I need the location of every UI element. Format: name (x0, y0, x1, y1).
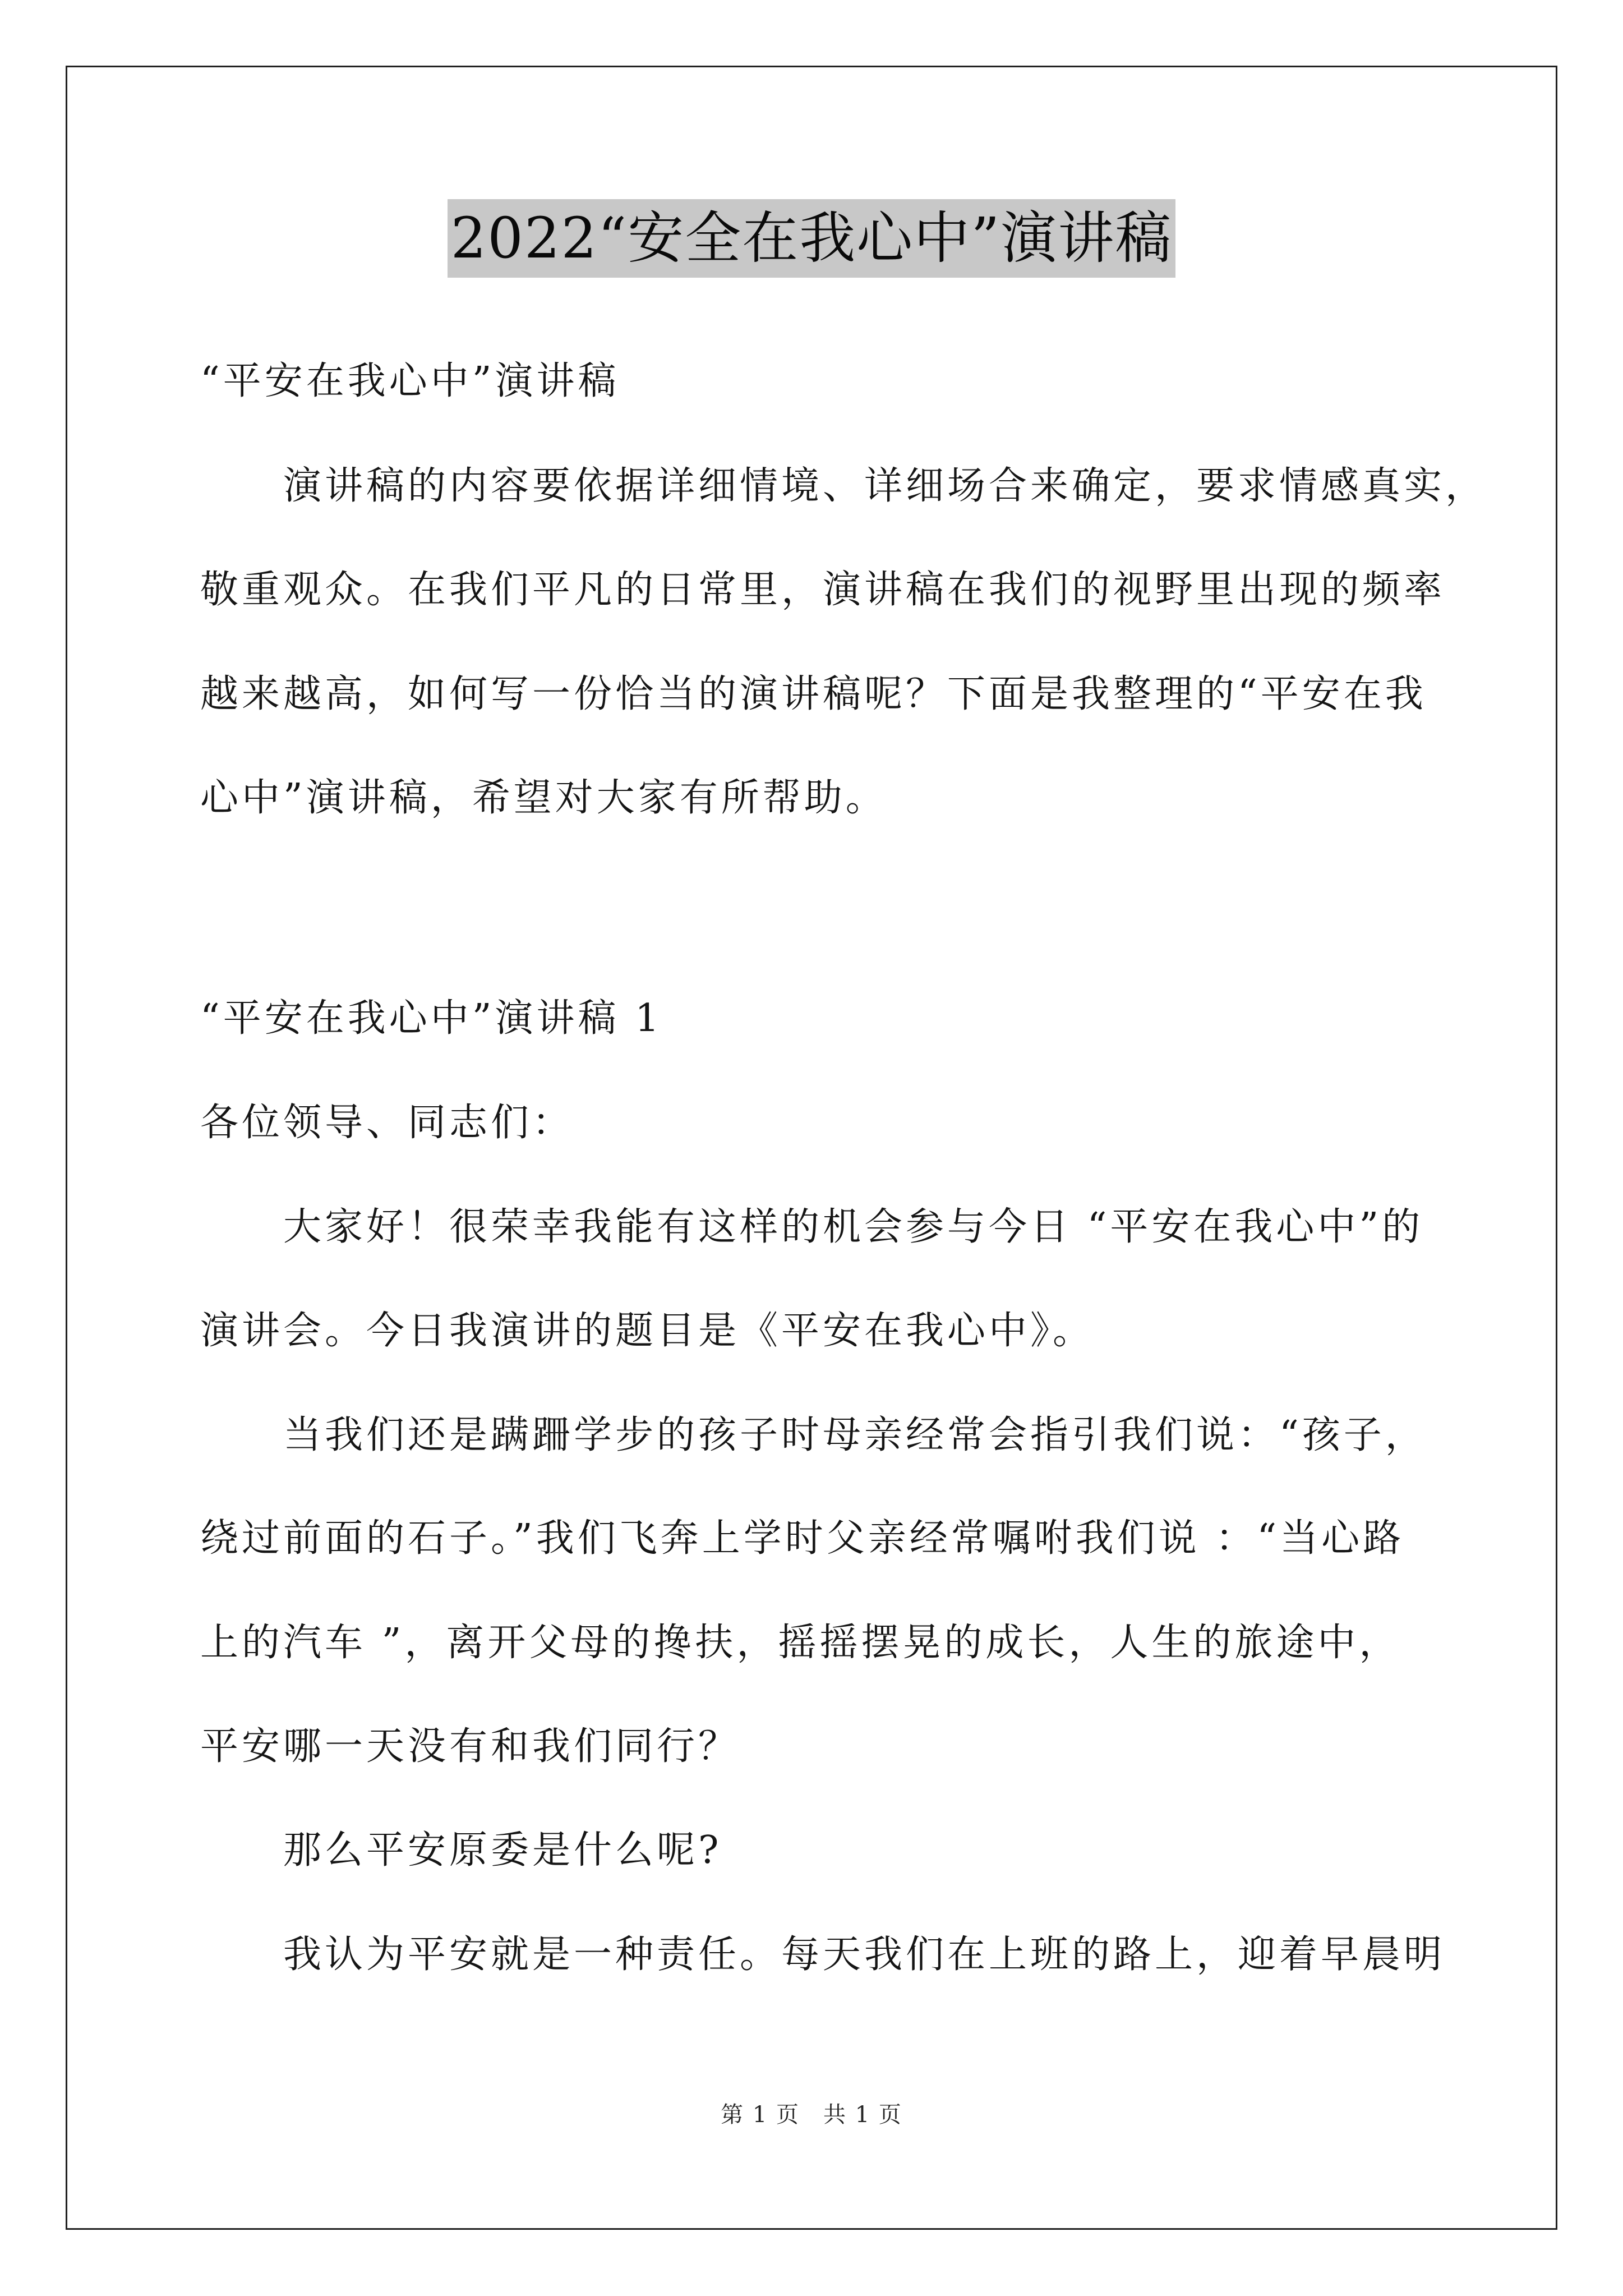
paragraph-line: 心中”演讲稿，希望对大家有所帮助。 (200, 776, 887, 820)
title-container (0, 199, 1623, 278)
paragraph-line: 平安哪一天没有和我们同行？ (200, 1724, 740, 1769)
paragraph-line: 当我们还是蹒跚学步的孩子时母亲经常会指引我们说：“孩子， (283, 1413, 1427, 1457)
paragraph-line: 大家好！很荣幸我能有这样的机会参与今日 “平安在我心中”的 (283, 1205, 1424, 1249)
paragraph-line: 演讲稿的内容要依据详细情境、详细场合来确定，要求情感真实， (283, 464, 1487, 508)
subtitle-line: “平安在我心中”演讲稿 (200, 359, 620, 403)
paragraph-line: 绕过前面的石子。”我们飞奔上学时父亲经常嘱咐我们说 ：“当心路 (200, 1516, 1405, 1561)
paragraph-line: 上的汽车 ”，离开父母的搀扶，摇摇摆晃的成长，人生的旅途中， (200, 1621, 1401, 1665)
salutation-line: 各位领导、同志们： (200, 1101, 574, 1145)
paragraph-line: 演讲会。今日我演讲的题目是《平安在我心中》。 (200, 1309, 1095, 1353)
paragraph-line: 那么平安原委是什么呢? (283, 1828, 722, 1872)
paragraph-line: 我认为平安就是一种责任。每天我们在上班的路上，迎着早晨明 (283, 1932, 1446, 1977)
document-title: 2022“安全在我心中”演讲稿 (448, 199, 1176, 278)
page-footer: 第 1 页 共 1 页 (721, 2102, 902, 2128)
paragraph-line: 敬重观众。在我们平凡的日常里，演讲稿在我们的视野里出现的频率 (200, 568, 1446, 612)
paragraph-line: 越来越高，如何写一份恰当的演讲稿呢？下面是我整理的“平安在我 (200, 672, 1427, 716)
section-heading: “平安在我心中”演讲稿 1 (200, 996, 663, 1041)
